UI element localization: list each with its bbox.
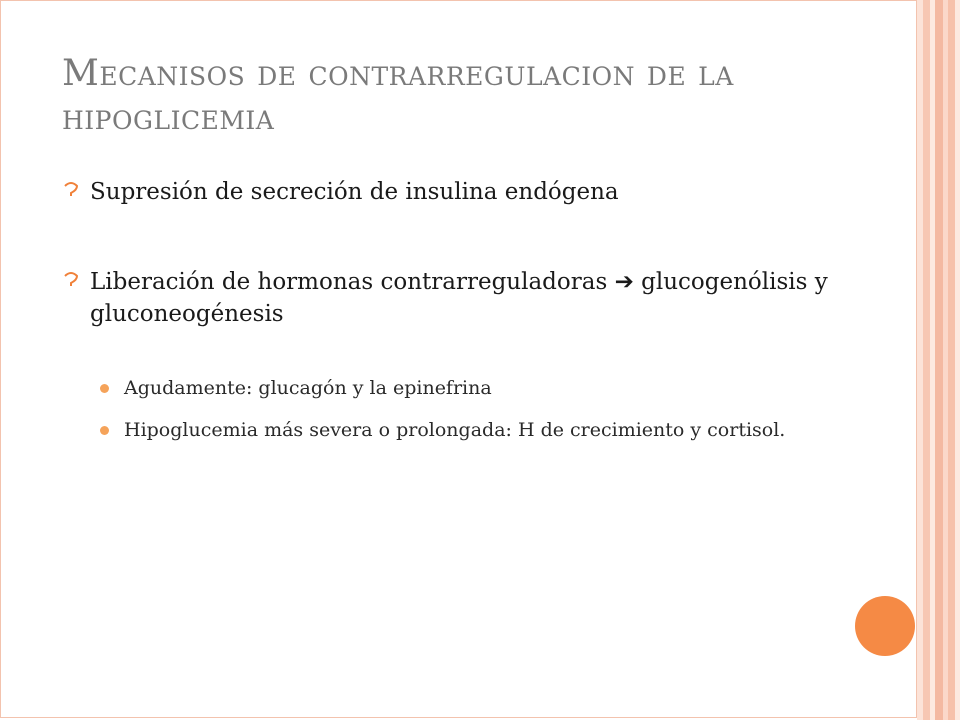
bullet-marker-icon	[62, 270, 80, 294]
slide-content	[62, 176, 842, 442]
bullet-dot-icon	[100, 426, 109, 435]
decorative-circle	[855, 596, 915, 656]
stripe	[955, 0, 960, 720]
bullet-text: Supresión de secreción de insulina endógena	[90, 179, 619, 205]
sub-bullet-list	[62, 376, 842, 442]
bullet-item	[62, 176, 842, 208]
sub-bullet-text: Hipoglucemia más severa o prolongada: H de crecimiento y cortisol.	[124, 419, 786, 441]
slide-title: Mecanisos de contrarregulacion de la hipoglicemia	[62, 53, 734, 138]
stripe	[923, 0, 930, 720]
bullet-item	[62, 266, 842, 330]
stripe	[948, 0, 955, 720]
bullet-marker-icon	[62, 180, 80, 204]
sub-bullet-item	[98, 376, 842, 400]
bullet-dot-icon	[100, 384, 109, 393]
sub-bullet-item	[98, 418, 842, 442]
bullet-text: Liberación de hormonas contrarreguladoras ➔ glucogenólisis y gluconeogénesis	[90, 269, 828, 327]
stripe	[935, 0, 943, 720]
sub-bullet-text: Agudamente: glucagón y la epinefrina	[124, 377, 492, 399]
decorative-stripes	[917, 0, 960, 720]
